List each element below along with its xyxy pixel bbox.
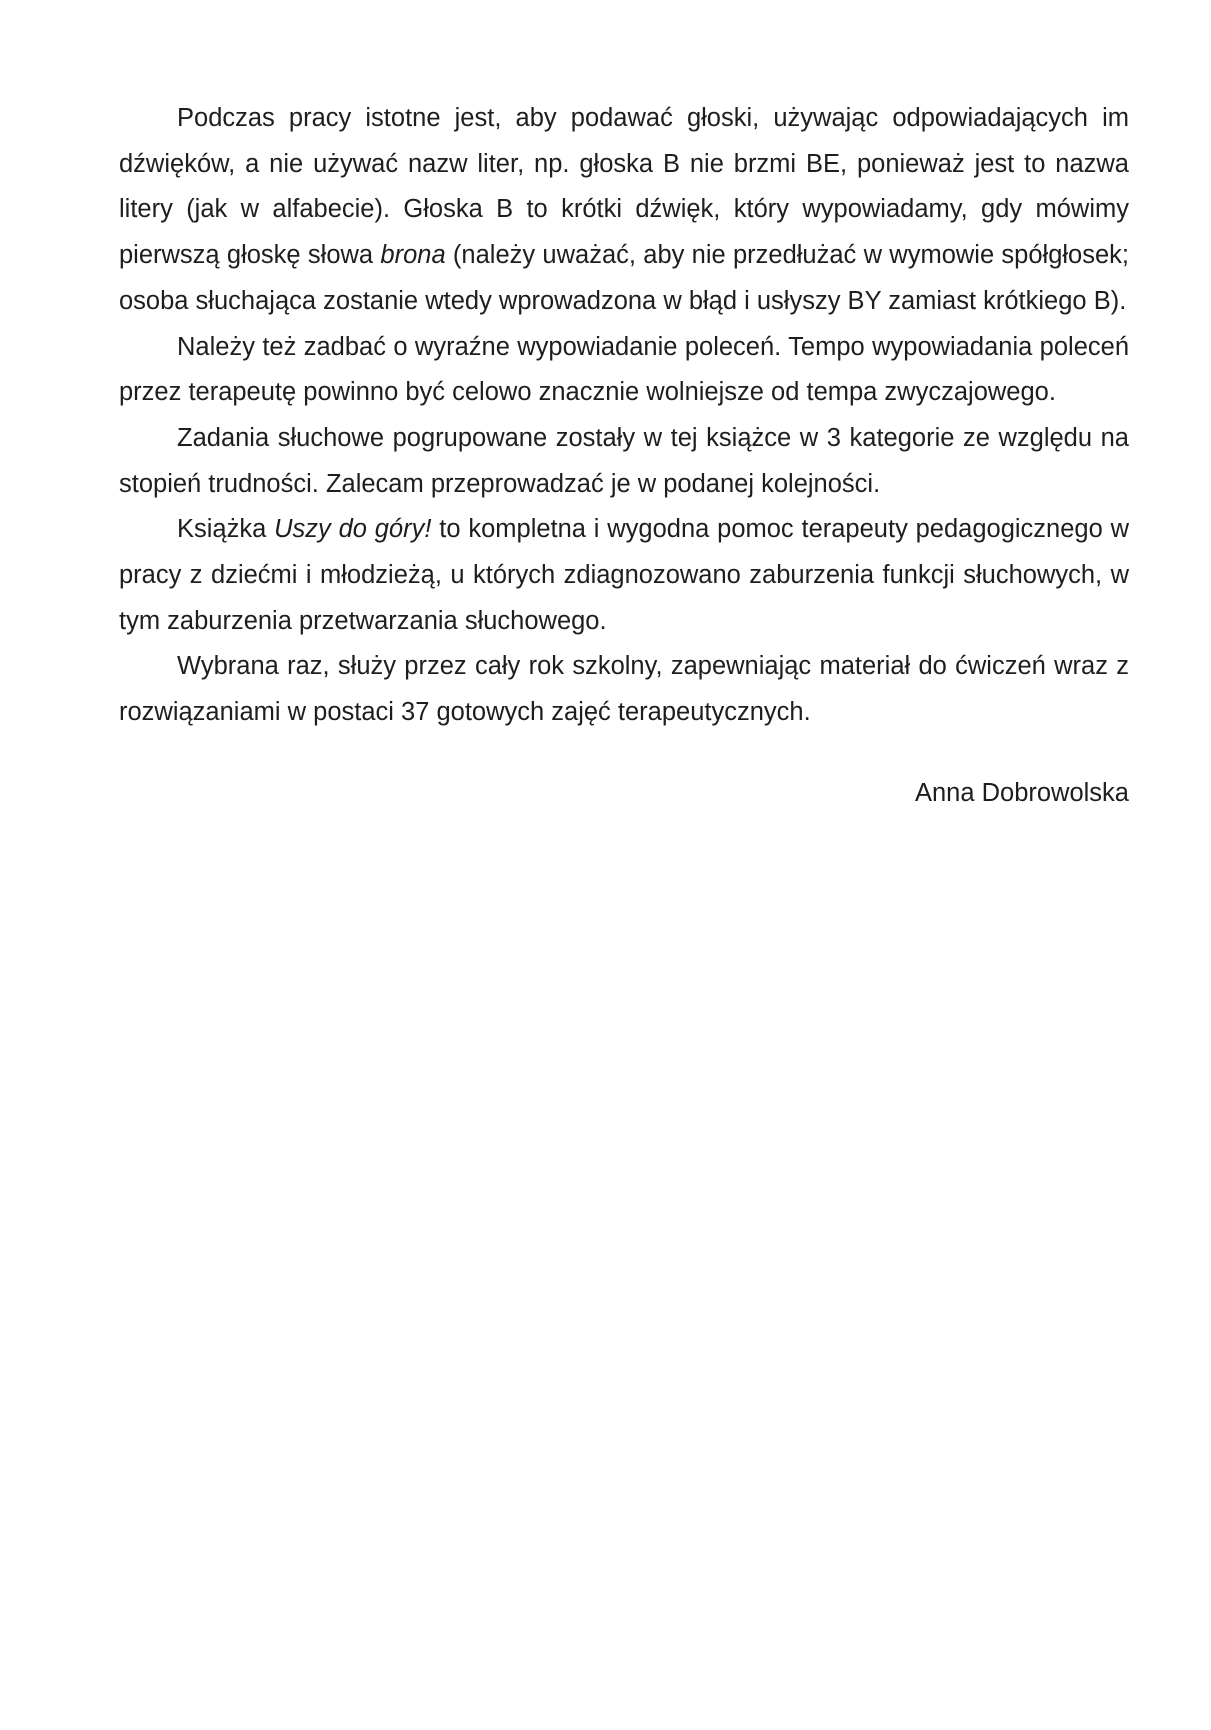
text-run: Należy też zadbać o wyraźne wypowiadanie poleceń. Tempo wypowiadania poleceń przez terapeutę powinno być celowo znacznie wolniejsze od tempa zwyczajowego. [119,332,1129,407]
italic-text-run: brona [380,241,446,270]
paragraph-list [119,96,1129,736]
author-signature: Anna Dobrowolska [914,778,1129,807]
paragraph [119,416,1129,507]
text-run: Wybrana raz, służy przez cały rok szkolny, zapewniając materiał do ćwiczeń wraz z rozwiązaniami w postaci 37 gotowych zajęć terapeutycznych. [119,652,1129,727]
paragraph [119,644,1129,735]
page-body [119,96,1129,817]
paragraph [119,96,1129,325]
italic-text-run: Uszy do góry! [274,515,432,544]
paragraph [119,325,1129,416]
text-run: (należy uważać, aby nie przedłużać w wymowie spółgłosek; osoba słuchająca zostanie wtedy wprowadzona w błąd i usłyszy BY zamiast krótkiego B). [119,241,1130,315]
text-run: Książka [177,515,275,544]
paragraph [119,507,1129,644]
text-run: Podczas pracy istotne jest, aby podawać głoski, używając odpowiadających im dźwięków, a nie używać nazw liter, np. głoska B nie brzmi BE, ponieważ jest to nazwa litery (jak w alfabecie). Głoska B to krótki dźwięk, który wypowiadamy, gdy mówimy pierwszą głoskę słowa [119,104,1129,270]
text-run: Zadania słuchowe pogrupowane zostały w tej książce w 3 kategorie ze względu na stopień trudności. Zalecam przeprowadzać je w podanej kolejności. [119,423,1129,498]
text-run: to kompletna i wygodna pomoc terapeuty pedagogicznego w pracy z dziećmi i młodzieżą, u których zdiagnozowano zaburzenia funkcji słuchowych, w tym zaburzenia przetwarzania słuchowego. [119,515,1130,635]
